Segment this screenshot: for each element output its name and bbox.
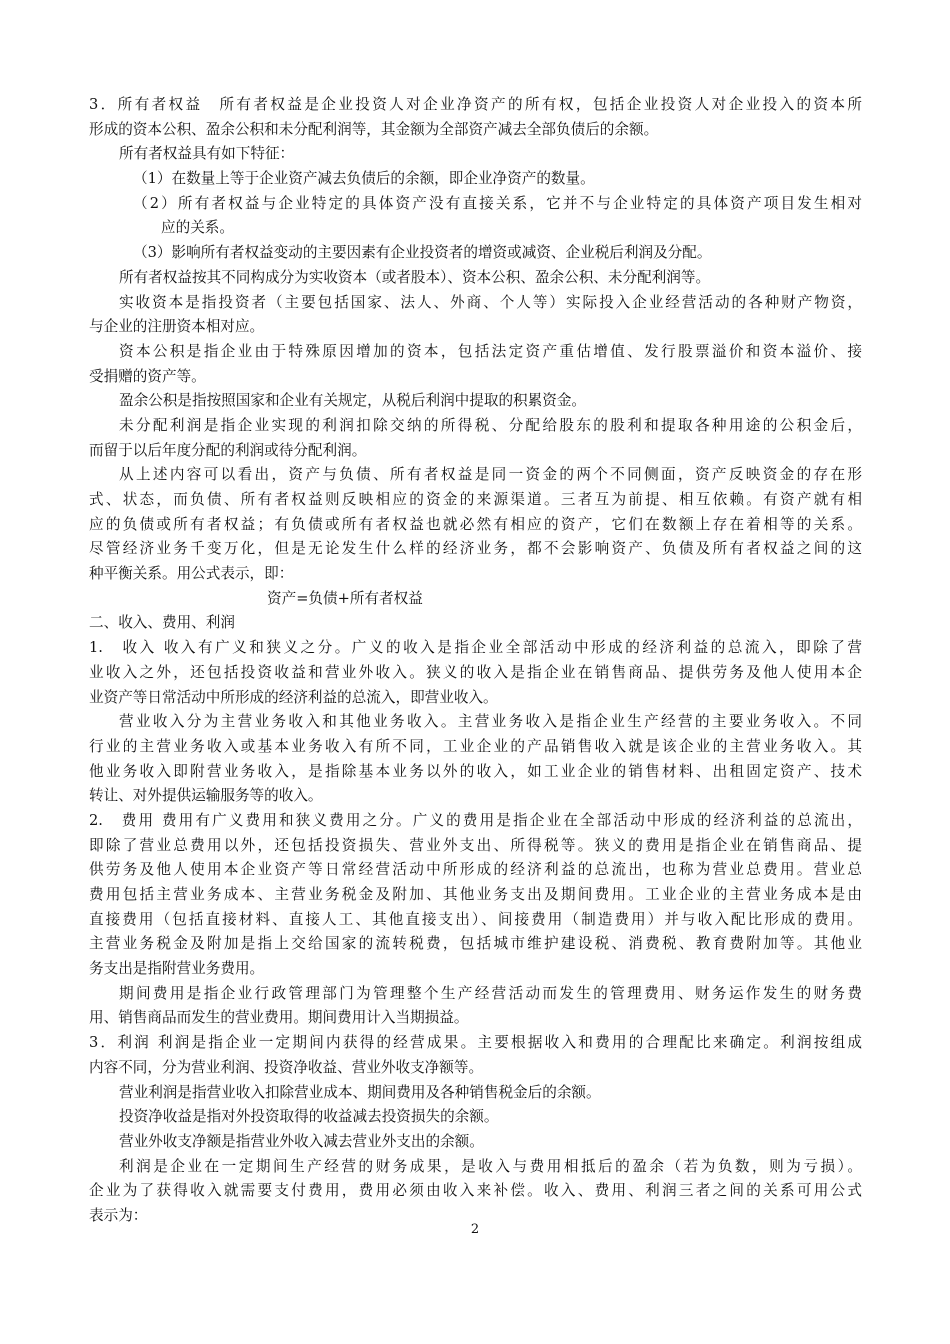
text-line: 与企业的注册资本相对应。: [89, 318, 265, 336]
text-line: 内容不同，分为营业利润、投资净收益、营业外收支净额等。: [89, 1058, 484, 1076]
section-heading: 二、收入、费用、利润: [89, 614, 235, 632]
text-line: 所有者权益按其不同构成分为实收资本（或者股本）、资本公积、盈余公积、未分配利润等。: [119, 268, 711, 286]
text-line: 直接费用（包括直接材料、直接人工、其他直接支出）、间接费用（制造费用）并与收入配比形成的费用。: [89, 910, 862, 928]
text-line: 而留于以后年度分配的利润或待分配利润。: [89, 441, 367, 459]
list-item-continuation: 应的关系。: [161, 219, 234, 237]
list-item: （3）影响所有者权益变动的主要因素有企业投资者的增资或减资、企业税后利润及分配。: [133, 244, 712, 262]
text-line: 用、销售商品而发生的营业费用。期间费用计入当期损益。: [89, 1009, 469, 1027]
list-item: （2）所有者权益与企业特定的具体资产没有直接关系，它并不与企业特定的具体资产项目发生相对: [133, 194, 862, 212]
text-line: 营业利润是指营业收入扣除营业成本、期间费用及各种销售税金后的余额。: [119, 1083, 601, 1101]
text-line: 务支出是指附营业务费用。: [89, 960, 265, 978]
text-line: 种平衡关系。用公式表示，即：: [89, 565, 294, 583]
text-line: 期间费用是指企业行政管理部门为管理整个生产经营活动而发生的管理费用、财务运作发生的财务费: [119, 984, 862, 1002]
text-line: 利润是企业在一定期间生产经营的财务成果，是收入与费用相抵后的盈余（若为负数，则为亏损）。: [119, 1157, 862, 1175]
text-line: 实收资本是指投资者（主要包括国家、法人、外商、个人等）实际投入企业经营活动的各种财产物资，: [119, 293, 862, 311]
owners-equity-heading-line: 3．所有者权益 所有者权益是企业投资人对企业净资产的所有权，包括企业投资人对企业投入的资本所: [89, 96, 862, 113]
accounting-equation: 资产=负债+所有者权益: [267, 589, 423, 607]
text-line: 形成的资本公积、盈余公积和未分配利润等，其金额为全部资产减去全部负债后的余额。: [89, 120, 659, 138]
text-line: 即除了营业总费用以外，还包括投资损失、营业外支出、所得税等。狭义的费用是指企业在销售商品、提: [89, 836, 862, 854]
text-line: 投资净收益是指对外投资取得的收益减去投资损失的余额。: [119, 1108, 499, 1126]
text-line: 行业的主营业务收入或基本业务收入有所不同，工业企业的产品销售收入就是该企业的主营业务收入。其: [89, 737, 862, 755]
document-body: [89, 93, 862, 1229]
text-line: 供劳务及他人使用本企业资产等日常经营活动中所形成的经济利益的总流出，也称为营业总费用。营业总: [89, 861, 862, 879]
text-line: 表示为：: [89, 1206, 148, 1224]
text-line: 应的负债或所有者权益；有负债或所有者权益也就必然有相应的资产，它们在数额上存在着相等的关系。: [89, 515, 862, 533]
text-line: 转让、对外提供运输服务等的收入。: [89, 787, 323, 805]
text-line: 未分配利润是指企业实现的利润扣除交纳的所得税、分配给股东的股利和提取各种用途的公积金后，: [119, 416, 862, 434]
text-line: 主营业务税金及附加是指上交给国家的流转税费，包括城市维护建设税、消费税、教育费附加等。其他业: [89, 935, 862, 953]
text-line: 3．利润 利润是指企业一定期间内获得的经营成果。主要根据收入和费用的合理配比来确定。利润按组成: [89, 1034, 862, 1052]
text-line: 1. 收入 收入有广义和狭义之分。广义的收入是指企业全部活动中形成的经济利益的总流入，即除了营: [89, 639, 862, 657]
text-line: 盈余公积是指按照国家和企业有关规定，从税后利润中提取的积累资金。: [119, 392, 587, 410]
list-item: （1）在数量上等于企业资产减去负债后的余额，即企业净资产的数量。: [133, 170, 595, 188]
text-line: 资本公积是指企业由于特殊原因增加的资本，包括法定资产重估增值、发行股票溢价和资本溢价、接: [119, 342, 862, 360]
text-line: 营业外收支净额是指营业外收入减去营业外支出的余额。: [119, 1132, 484, 1150]
text-line: 费用包括主营业务成本、主营业务税金及附加、其他业务支出及期间费用。工业企业的主营业务成本是由: [89, 886, 862, 903]
text-line: 尽管经济业务千变万化，但是无论发生什么样的经济业务，都不会影响资产、负债及所有者权益之间的这: [89, 540, 862, 558]
text-line: 式、状态，而负债、所有者权益则反映相应的资金的来源渠道。三者互为前提、相互依赖。有资产就有相: [89, 491, 862, 508]
text-line: 2. 费用 费用有广义费用和狭义费用之分。广义的费用是指企业在全部活动中形成的经济利益的总流出，: [89, 811, 862, 829]
text-line: 营业收入分为主营业务收入和其他业务收入。主营业务收入是指企业生产经营的主要业务收入。不同: [119, 713, 862, 731]
text-line: 他业务收入即附营业务收入，是指除基本业务以外的收入，如工业企业的销售材料、出租固定资产、技术: [89, 762, 862, 780]
text-line: 受捐赠的资产等。: [89, 367, 206, 385]
text-line: 从上述内容可以看出，资产与负债、所有者权益是同一资金的两个不同侧面，资产反映资金的存在形: [119, 466, 862, 484]
text-line: 业收入之外，还包括投资收益和营业外收入。狭义的收入是指企业在销售商品、提供劳务及他人使用本企: [89, 663, 862, 681]
text-line: 企业为了获得收入就需要支付费用，费用必须由收入来补偿。收入、费用、利润三者之间的关系可用公式: [89, 1182, 862, 1200]
text-line: 所有者权益具有如下特征：: [119, 145, 295, 163]
page-number: 2: [470, 1222, 480, 1237]
text-line: 业资产等日常活动中所形成的经济利益的总流入，即营业收入。: [89, 688, 498, 706]
